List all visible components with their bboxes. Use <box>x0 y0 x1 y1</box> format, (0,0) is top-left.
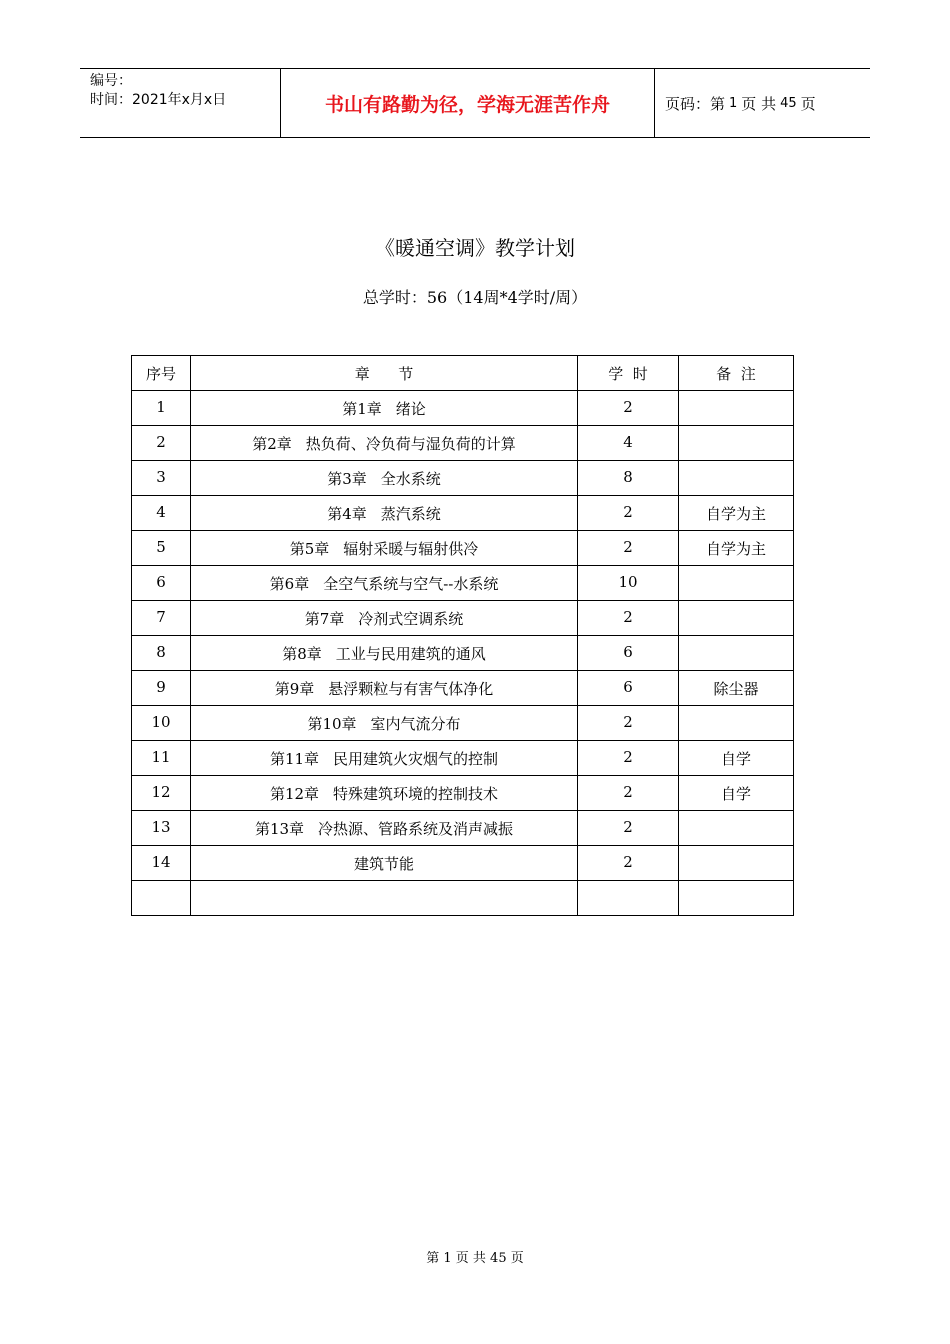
chapter-title: 建筑节能 <box>353 855 414 873</box>
chapter-number: 第9章 <box>274 680 315 698</box>
chapter-title: 蒸汽系统 <box>380 505 441 523</box>
table-body <box>132 391 794 916</box>
row-hours: 2 <box>578 531 679 566</box>
empty-cell <box>132 881 191 916</box>
teaching-plan-table <box>131 355 794 916</box>
table-row <box>132 391 794 426</box>
chapter-number: 第4章 <box>327 505 367 523</box>
chapter-title: 工业与民用建筑的通风 <box>335 645 486 663</box>
row-note <box>679 846 794 881</box>
chapter-number: 第10章 <box>307 715 357 733</box>
row-hours: 6 <box>578 671 679 706</box>
row-note: 自学 <box>679 776 794 811</box>
row-hours: 2 <box>578 776 679 811</box>
chapter-title: 冷剂式空调系统 <box>358 610 464 628</box>
chapter-number: 第2章 <box>252 435 292 453</box>
row-hours: 4 <box>578 426 679 461</box>
row-hours: 2 <box>578 811 679 846</box>
table-row <box>132 671 794 706</box>
table-row <box>132 531 794 566</box>
row-no: 3 <box>132 461 191 496</box>
date-label: 时间：2021年x月x日 <box>90 92 227 108</box>
header-note: 备 注 <box>679 356 794 391</box>
row-no: 9 <box>132 671 191 706</box>
row-chapter <box>191 706 578 741</box>
row-chapter <box>191 811 578 846</box>
row-no: 2 <box>132 426 191 461</box>
row-hours: 2 <box>578 741 679 776</box>
row-no: 5 <box>132 531 191 566</box>
row-chapter <box>191 636 578 671</box>
table-row <box>132 426 794 461</box>
row-note <box>679 566 794 601</box>
empty-cell <box>578 881 679 916</box>
table-row <box>132 741 794 776</box>
table-row <box>132 636 794 671</box>
row-note <box>679 426 794 461</box>
header-hours: 学 时 <box>578 356 679 391</box>
page-prefix: 页码：第 <box>665 94 726 113</box>
row-chapter <box>191 846 578 881</box>
row-note <box>679 636 794 671</box>
page-total: 45 <box>780 95 797 111</box>
row-hours: 6 <box>578 636 679 671</box>
chapter-number: 第5章 <box>289 540 330 558</box>
chapter-title: 特殊建筑环境的控制技术 <box>333 785 499 803</box>
chapter-number: 第12章 <box>269 785 320 803</box>
row-note: 除尘器 <box>679 671 794 706</box>
chapter-number: 第1章 <box>342 400 382 418</box>
chapter-title: 全水系统 <box>380 470 441 488</box>
row-hours: 8 <box>578 461 679 496</box>
empty-cell <box>679 881 794 916</box>
row-chapter <box>191 741 578 776</box>
row-note: 自学为主 <box>679 496 794 531</box>
row-hours: 2 <box>578 496 679 531</box>
header-no: 序号 <box>132 356 191 391</box>
page-mid: 页 共 <box>741 94 777 113</box>
row-chapter <box>191 391 578 426</box>
table-row <box>132 846 794 881</box>
table-row-empty <box>132 881 794 916</box>
row-no: 13 <box>132 811 191 846</box>
row-hours: 2 <box>578 391 679 426</box>
chapter-title: 辐射采暖与辐射供冷 <box>343 540 479 558</box>
row-chapter <box>191 601 578 636</box>
table-header-row <box>132 356 794 391</box>
chapter-title: 民用建筑火灾烟气的控制 <box>333 750 499 768</box>
row-chapter <box>191 461 578 496</box>
chapter-number: 第6章 <box>269 575 310 593</box>
chapter-title: 悬浮颗粒与有害气体净化 <box>328 680 494 698</box>
chapter-title: 绪论 <box>395 400 426 418</box>
row-no: 4 <box>132 496 191 531</box>
chapter-title: 冷热源、管路系统及消声减振 <box>318 820 514 838</box>
row-note <box>679 601 794 636</box>
page-current: 1 <box>729 95 738 111</box>
chapter-number: 第11章 <box>269 750 320 768</box>
table-row <box>132 776 794 811</box>
table-row <box>132 601 794 636</box>
row-chapter <box>191 426 578 461</box>
row-chapter <box>191 671 578 706</box>
chapter-number: 第13章 <box>254 820 305 838</box>
page-suffix: 页 <box>800 94 816 113</box>
row-hours: 2 <box>578 846 679 881</box>
header-chapter: 章 节 <box>191 356 578 391</box>
row-hours: 10 <box>578 566 679 601</box>
number-label: 编号： <box>90 73 132 89</box>
chapter-number: 第3章 <box>327 470 367 488</box>
table-row <box>132 706 794 741</box>
row-hours: 2 <box>578 706 679 741</box>
row-no: 7 <box>132 601 191 636</box>
row-hours: 2 <box>578 601 679 636</box>
empty-cell <box>191 881 578 916</box>
page-title: 《暖通空调》教学计划 <box>375 236 575 260</box>
chapter-number: 第8章 <box>282 645 322 663</box>
chapter-title: 全空气系统与空气--水系统 <box>323 575 499 593</box>
table-row <box>132 811 794 846</box>
chapter-title: 热负荷、冷负荷与湿负荷的计算 <box>305 435 516 453</box>
chapter-number: 第7章 <box>304 610 345 628</box>
page-subtitle: 总学时：56（14周*4学时/周） <box>362 288 588 307</box>
table-row <box>132 496 794 531</box>
motto: 书山有路勤为径，学海无涯苦作舟 <box>281 69 655 137</box>
page-indicator <box>655 69 870 137</box>
document-header <box>80 68 870 138</box>
table-row <box>132 566 794 601</box>
row-no: 6 <box>132 566 191 601</box>
row-note: 自学为主 <box>679 531 794 566</box>
row-note <box>679 391 794 426</box>
row-no: 10 <box>132 706 191 741</box>
row-chapter <box>191 496 578 531</box>
row-no: 1 <box>132 391 191 426</box>
row-note <box>679 461 794 496</box>
row-no: 8 <box>132 636 191 671</box>
table-row <box>132 461 794 496</box>
row-chapter <box>191 776 578 811</box>
row-note <box>679 811 794 846</box>
row-note: 自学 <box>679 741 794 776</box>
row-note <box>679 706 794 741</box>
row-no: 12 <box>132 776 191 811</box>
chapter-title: 室内气流分布 <box>370 715 461 733</box>
page-footer: 第 1 页 共 45 页 <box>426 1251 524 1266</box>
row-chapter <box>191 566 578 601</box>
row-no: 11 <box>132 741 191 776</box>
row-no: 14 <box>132 846 191 881</box>
header-info <box>80 69 281 137</box>
row-chapter <box>191 531 578 566</box>
